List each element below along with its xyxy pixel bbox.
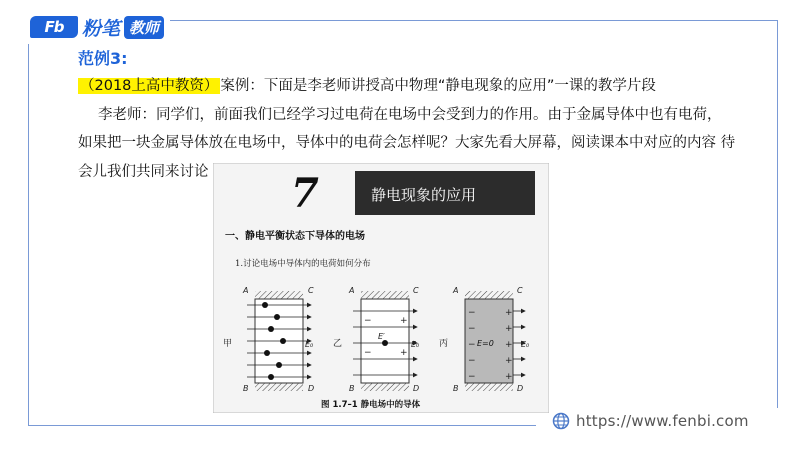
plate-bottom-yi <box>361 383 409 391</box>
corner-a-yi: A <box>349 286 355 295</box>
field-label-zero: E=0 <box>477 339 494 348</box>
speech-line-1: 李老师：同学们，前面我们已经学习过电荷在电场中会受到力的作用。由于金属导体中也有电荷， <box>98 107 722 123</box>
intro-text: 案例：下面是李老师讲授高中物理“静电现象的应用”一课的教学片段 <box>220 78 656 94</box>
textbook-excerpt-image <box>213 163 549 413</box>
exam-year-tag: （2018上高中教资） <box>80 78 219 94</box>
plate-bottom-bing <box>465 383 513 391</box>
speech-line-2: 如果把一块金属导体放在电场中，导体中的电荷会怎样呢？大家先看大屏幕，阅读课本中对应的内容 待 <box>78 135 736 151</box>
svg-text:−: − <box>468 308 476 318</box>
field-label-induced: E′ <box>378 332 385 341</box>
diagram-yi <box>353 291 420 393</box>
frame-top-border <box>170 20 778 21</box>
textbook-page-svg <box>213 163 549 413</box>
diagram-jia <box>247 291 311 391</box>
svg-text:−: − <box>468 372 476 382</box>
section-title: 一、静电平衡状态下导体的电场 <box>225 231 365 242</box>
globe-icon <box>552 412 570 430</box>
panel-label-bing: 丙 <box>439 339 449 349</box>
corner-a-jia: A <box>243 286 249 295</box>
intro-line <box>78 74 656 98</box>
svg-text:+: + <box>400 348 408 358</box>
panel-label-jia: 甲 <box>223 339 233 349</box>
svg-text:−: − <box>364 316 372 326</box>
svg-text:+: + <box>505 372 513 382</box>
svg-text:−: − <box>468 356 476 366</box>
logo-name: 粉笔 <box>82 17 121 40</box>
logo-mark: Fb <box>30 16 78 38</box>
plate-top-yi <box>361 291 409 299</box>
frame-bottom-border <box>28 425 536 426</box>
chapter-title: 静电现象的应用 <box>371 186 477 204</box>
svg-text:−: − <box>468 324 476 334</box>
corner-a-bing: A <box>453 286 459 295</box>
corner-c-yi: C <box>413 286 419 295</box>
svg-text:+: + <box>505 308 513 318</box>
plate-bottom-jia <box>255 383 303 391</box>
plate-top-bing <box>465 291 513 299</box>
corner-d-yi: D <box>413 384 420 393</box>
figure-caption: 图 1.7–1 静电场中的导体 <box>321 400 421 410</box>
svg-text:−: − <box>364 348 372 358</box>
corner-b-jia: B <box>243 384 249 393</box>
fenbi-url-link[interactable] <box>552 412 749 430</box>
corner-d-bing: D <box>517 384 524 393</box>
corner-b-yi: B <box>349 384 355 393</box>
url-text: https://www.fenbi.com <box>576 412 749 430</box>
fenbi-logo <box>30 12 164 42</box>
svg-text:−: − <box>468 340 476 350</box>
logo-tag: 教师 <box>124 16 164 39</box>
corner-c-bing: C <box>517 286 523 295</box>
corner-b-bing: B <box>453 384 459 393</box>
svg-text:+: + <box>505 340 513 350</box>
frame-left-border <box>28 44 29 426</box>
subsection-title: 1.讨论电场中导体内的电荷如何分布 <box>235 259 371 269</box>
frame-right-border <box>777 20 778 408</box>
field-label-yi: E₀ <box>411 340 420 349</box>
field-label-jia: E₀ <box>305 340 314 349</box>
svg-text:+: + <box>505 324 513 334</box>
corner-c-jia: C <box>308 286 314 295</box>
example-heading: 范例3: <box>78 49 128 68</box>
panel-label-yi: 乙 <box>333 339 343 349</box>
speech-line-3: 会儿我们共同来讨论 <box>78 164 209 180</box>
field-label-bing: E₀ <box>521 340 530 349</box>
corner-d-jia: D <box>308 384 315 393</box>
svg-text:+: + <box>400 316 408 326</box>
chapter-number: 7 <box>291 170 319 217</box>
svg-text:+: + <box>505 356 513 366</box>
plate-top-jia <box>255 291 303 299</box>
